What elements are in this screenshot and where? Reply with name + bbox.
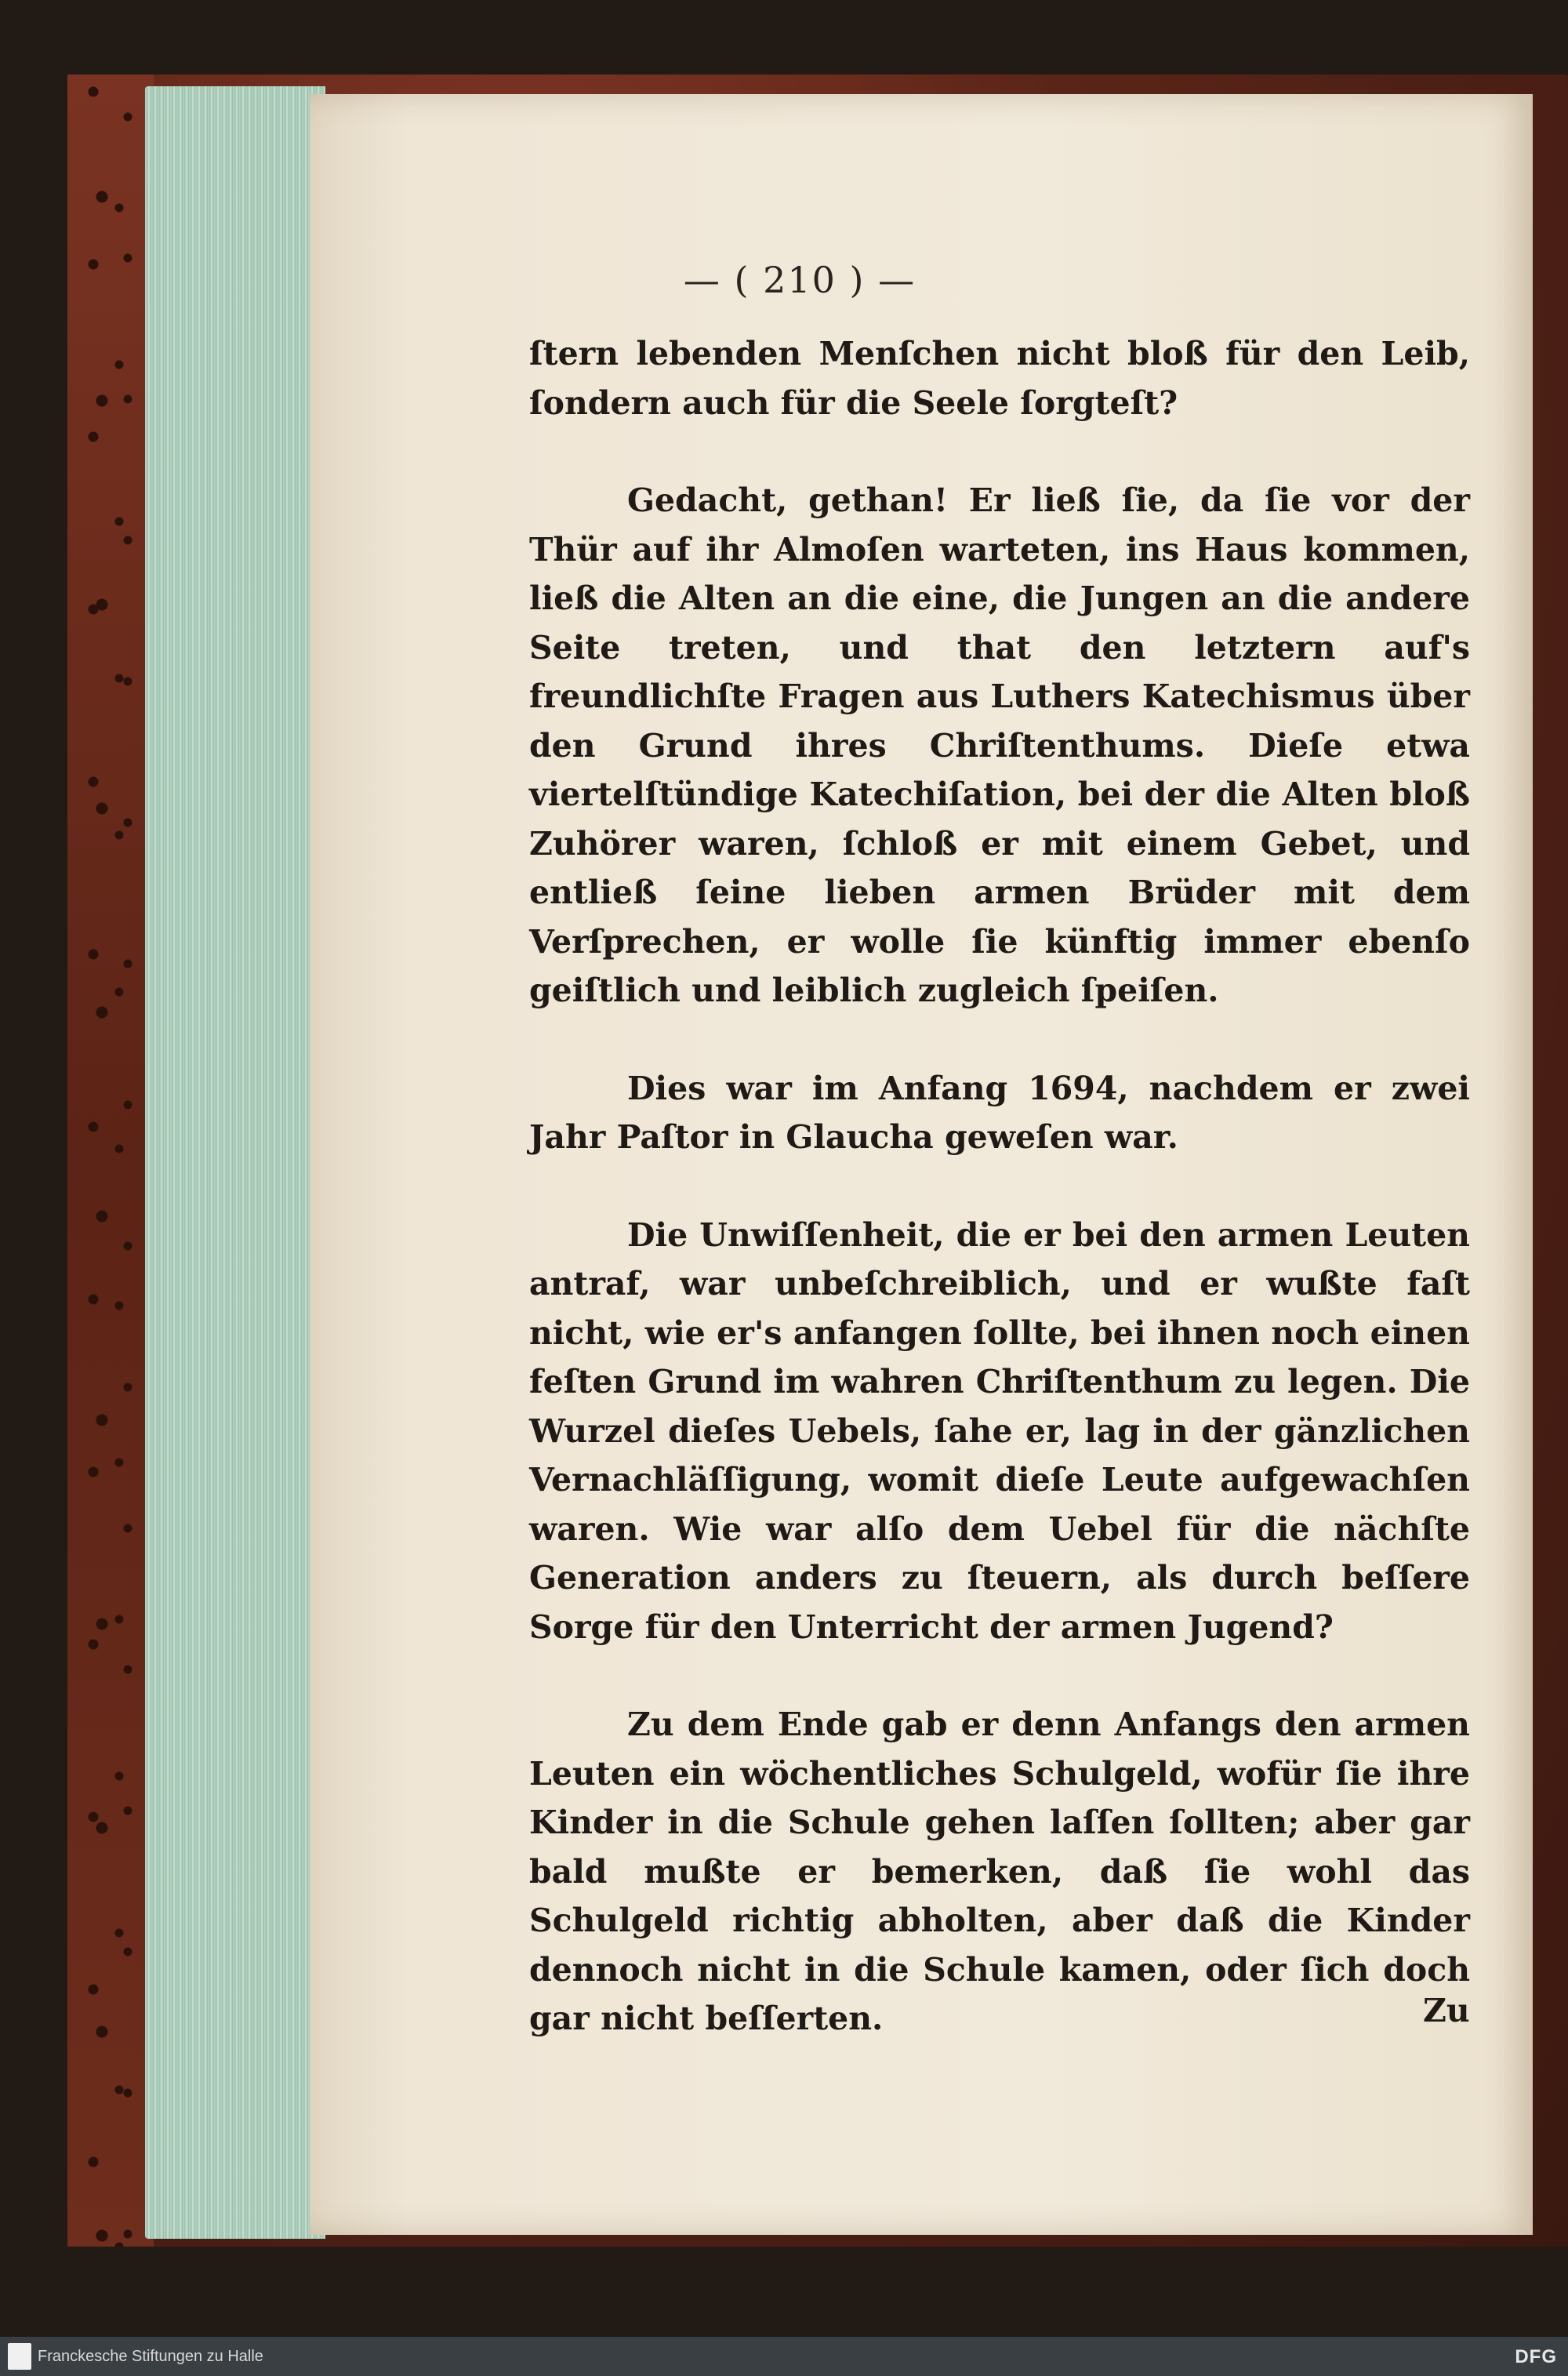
footer-institution[interactable]: [8, 2343, 263, 2370]
paragraph-3: Dies war im Anfang 1694, nachdem er zwei Jahr Paſtor in Glaucha geweſen war.: [529, 1069, 1470, 1156]
institution-name: Franckesche Stiftungen zu Halle: [38, 2347, 263, 2365]
paragraph-1: ſtern lebenden Menſchen nicht bloß für den Leib, ſondern auch für die Seele ſorgteſt?: [529, 335, 1470, 422]
institution-logo-icon: [8, 2343, 31, 2370]
page-number: — ( 210 ) —: [683, 259, 916, 301]
book-page: [310, 94, 1533, 2235]
marbled-cover-edge: [67, 74, 154, 2247]
page-text: [529, 329, 1470, 2044]
dfg-badge[interactable]: DFG: [1515, 2346, 1557, 2367]
catchword: Zu: [1423, 1992, 1470, 2029]
paragraph-4: Die Unwiſſenheit, die er bei den armen Leuten antraf, war unbeſchreiblich, und er wußte faſt nicht, wie er's anfangen ſollte, bei ihnen noch einen feſten Grund im wahren Chriſtenthum zu legen. Die Wurzel dieſes Uebels, ſahe er, lag in der gänzlichen Vernachläſſigung, womit dieſe Leute aufgewachſen waren. Wie war alſo dem Uebel für die nächſte Generation anders zu ſteuern, als durch beſſere Sorge für den Unterricht der armen Jugend?: [529, 1215, 1470, 1646]
paragraph-5: Zu dem Ende gab er denn Anfangs den armen Leuten ein wöchentliches Schulgeld, wofür ſie ihre Kinder in die Schule gehen laſſen ſollten; aber gar bald mußte er bemerken, daß ſie wohl das Schulgeld richtig abholten, aber daß die Kinder dennoch nicht in die Schule kamen, oder ſich doch gar nicht beſſerten.: [529, 1706, 1470, 2037]
paragraph-2: Gedacht, gethan! Er ließ ſie, da ſie vor der Thür auf ihr Almoſen warteten, ins Haus kommen, ließ die Alten an die eine, die Jungen an die andere Seite treten, und that den letztern auf's freundlichſte Fragen aus Luthers Katechismus über den Grund ihres Chriſtenthums. Dieſe etwa viertelſtündige Katechiſation, bei der die Alten bloß Zuhörer waren, ſchloß er mit einem Gebet, und entließ ſeine lieben armen Brüder mit dem Verſprechen, er wolle ſie künftig immer ebenſo geiſtlich und leiblich zugleich ſpeiſen.: [529, 481, 1470, 1009]
page-edges: [145, 86, 325, 2239]
